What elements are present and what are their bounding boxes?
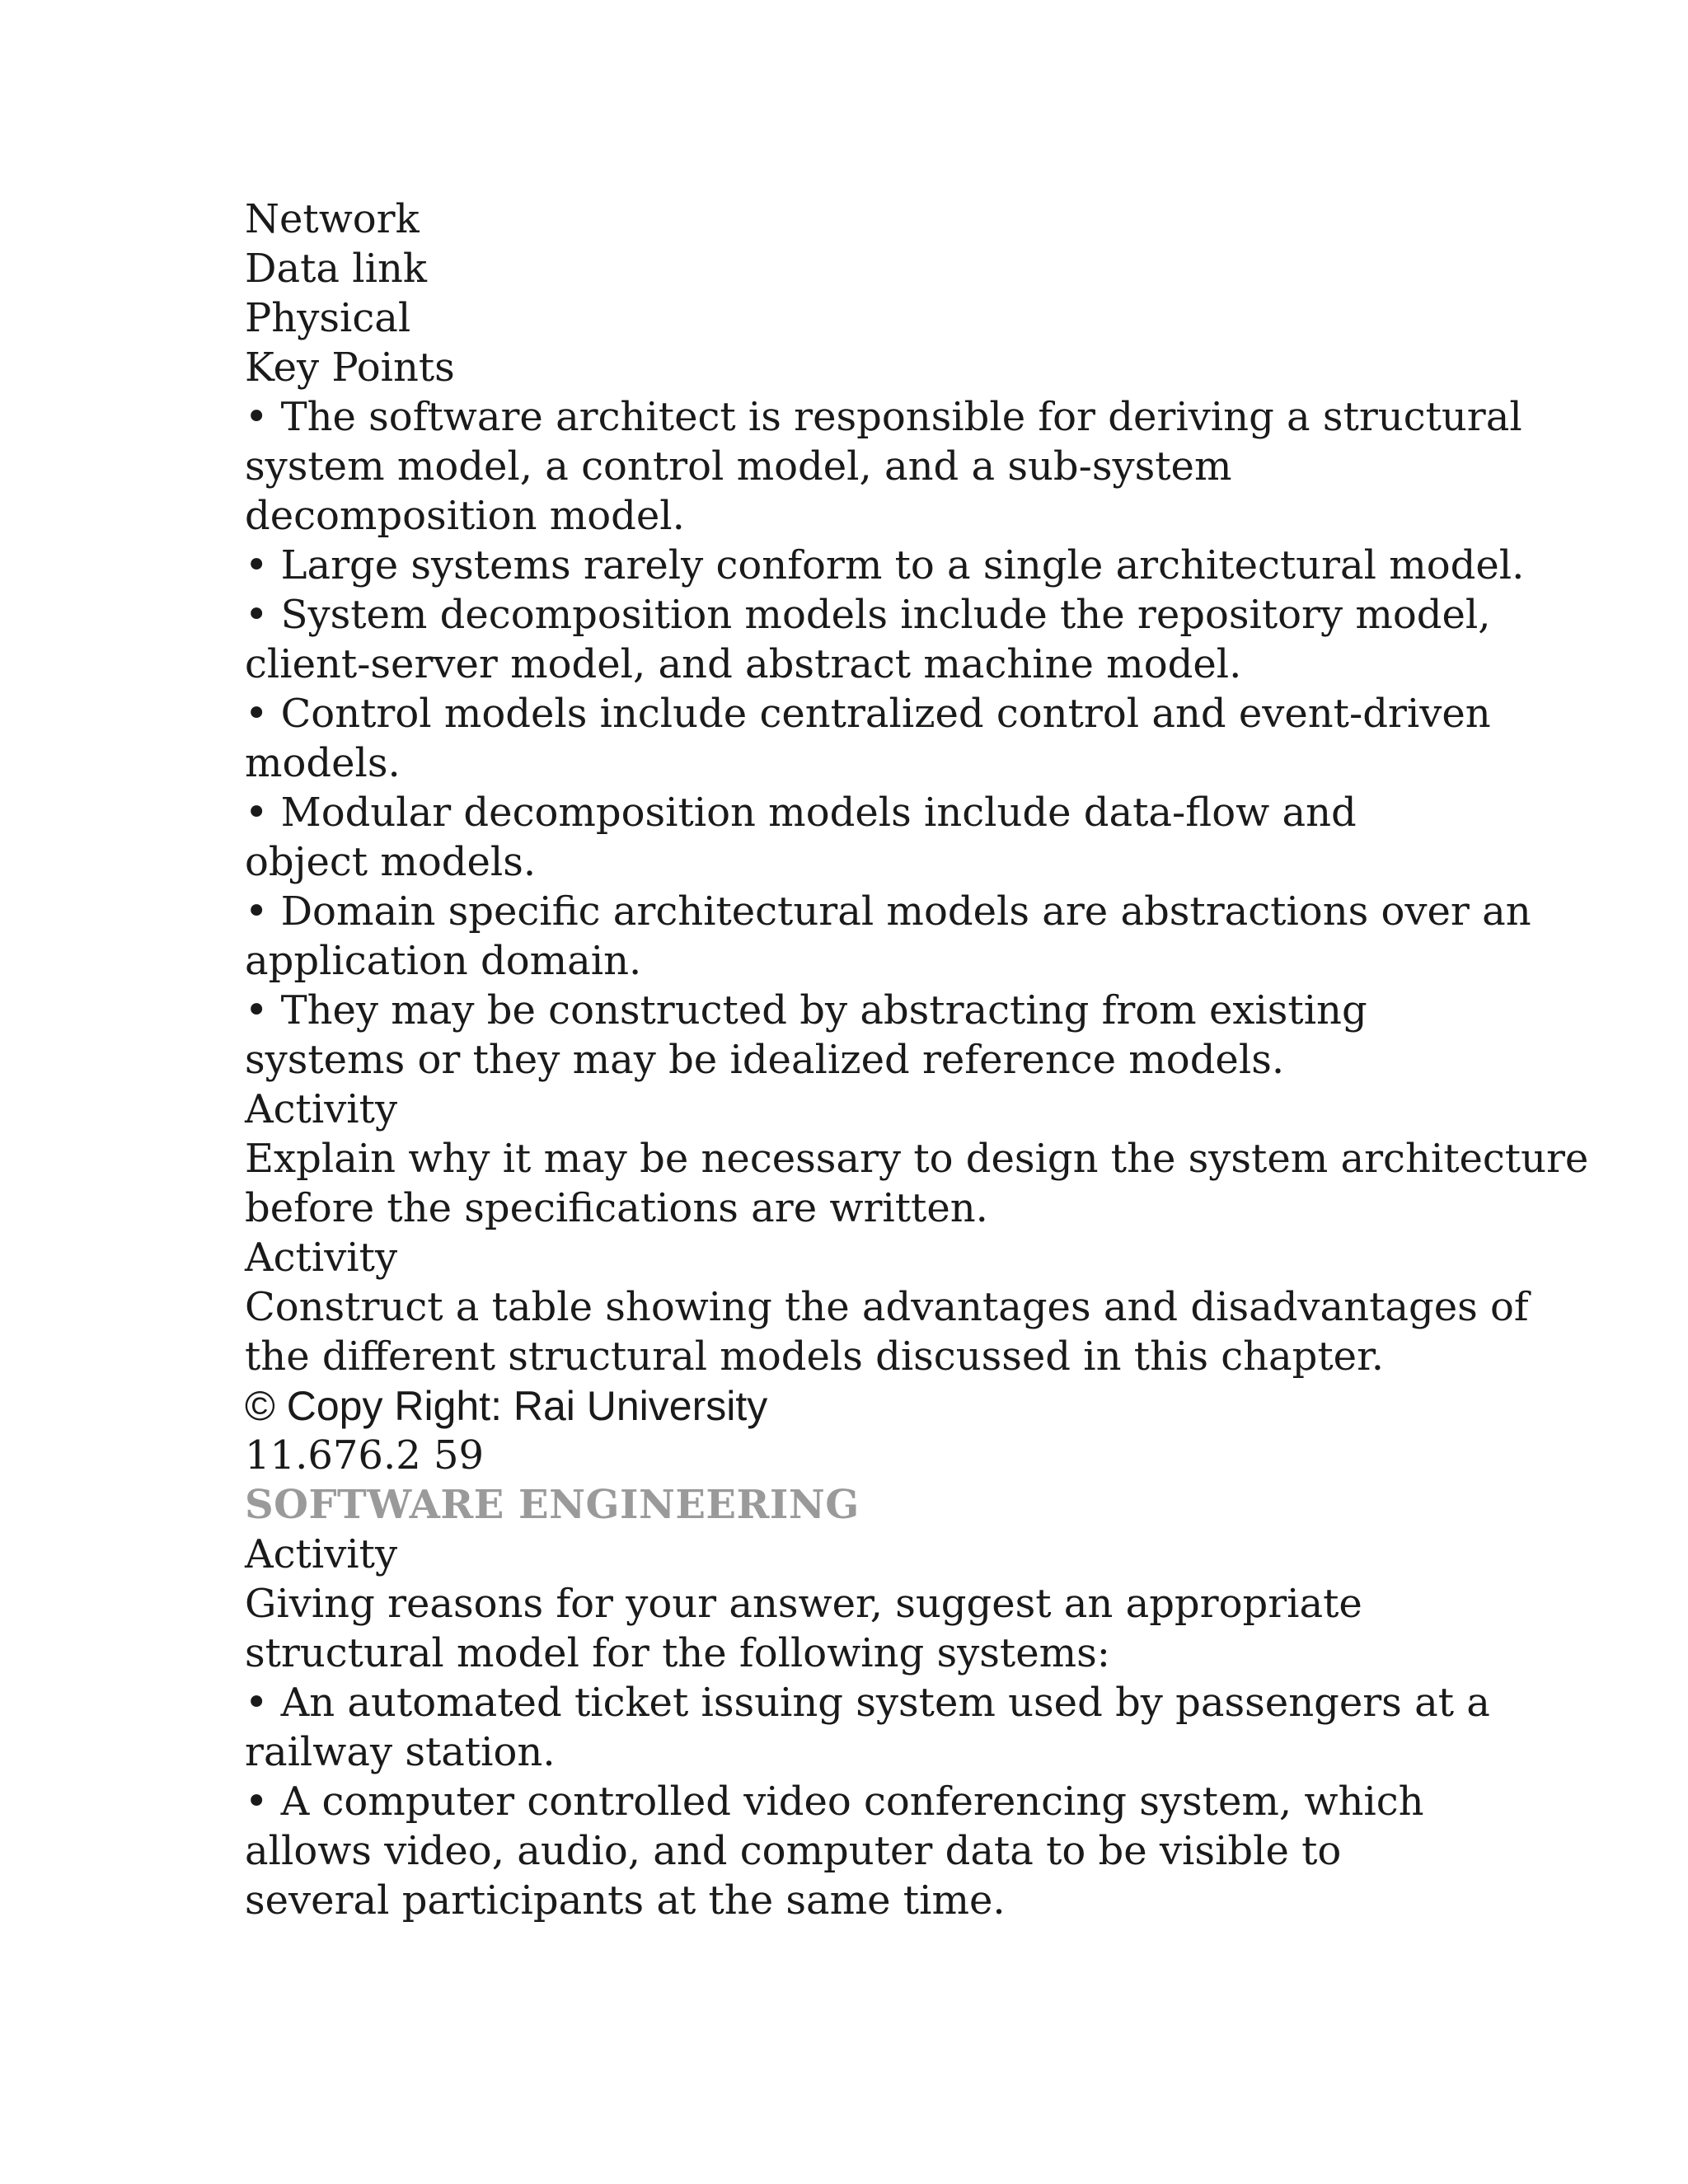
osi-layer-data-link: Data link	[245, 246, 427, 292]
key-points-heading: Key Points	[245, 344, 455, 391]
bullet-line: • They may be constructed by abstracting from existing	[245, 987, 1367, 1033]
text-line: Giving reasons for your answer, suggest an appropriate	[245, 1581, 1362, 1627]
osi-layer-network: Network	[245, 196, 420, 242]
text-line: railway station.	[245, 1729, 556, 1775]
running-header: SOFTWARE ENGINEERING	[245, 1482, 860, 1528]
text-line: the different structural models discussed in this chapter.	[245, 1333, 1384, 1380]
bullet-line: • Domain specific architectural models are abstractions over an	[245, 888, 1531, 935]
bullet-line: • Modular decomposition models include data-flow and	[245, 790, 1357, 836]
bullet-line: • An automated ticket issuing system used by passengers at a	[245, 1680, 1490, 1726]
bullet-line: • The software architect is responsible for deriving a structural	[245, 394, 1522, 440]
text-line: decomposition model.	[245, 493, 685, 539]
document-page	[245, 194, 1646, 1925]
copyright-line: © Copy Right: Rai University	[245, 1383, 768, 1429]
text-line: allows video, audio, and computer data to be visible to	[245, 1828, 1342, 1874]
bullet-line: • System decomposition models include the repository model,	[245, 592, 1491, 638]
page-number: 11.676.2 59	[245, 1432, 485, 1479]
bullet-line: • A computer controlled video conferencing system, which	[245, 1779, 1424, 1825]
activity-heading: Activity	[245, 1235, 398, 1281]
text-line: Construct a table showing the advantages and disadvantages of	[245, 1284, 1529, 1330]
text-line: object models.	[245, 839, 537, 885]
text-line: Explain why it may be necessary to design the system architecture	[245, 1136, 1589, 1182]
osi-layer-physical: Physical	[245, 295, 411, 341]
text-line: models.	[245, 740, 401, 786]
bullet-line: • Control models include centralized control and event-driven	[245, 691, 1491, 737]
text-line: client-server model, and abstract machine model.	[245, 641, 1242, 687]
text-line: application domain.	[245, 938, 642, 984]
text-line: system model, a control model, and a sub-system	[245, 443, 1232, 490]
text-line: systems or they may be idealized reference models.	[245, 1037, 1285, 1083]
activity-heading: Activity	[245, 1531, 398, 1577]
activity-heading: Activity	[245, 1086, 398, 1132]
text-line: several participants at the same time.	[245, 1877, 1006, 1924]
bullet-line: • Large systems rarely conform to a single architectural model.	[245, 542, 1525, 588]
text-line: structural model for the following systems:	[245, 1630, 1110, 1676]
text-line: before the specifications are written.	[245, 1185, 988, 1231]
